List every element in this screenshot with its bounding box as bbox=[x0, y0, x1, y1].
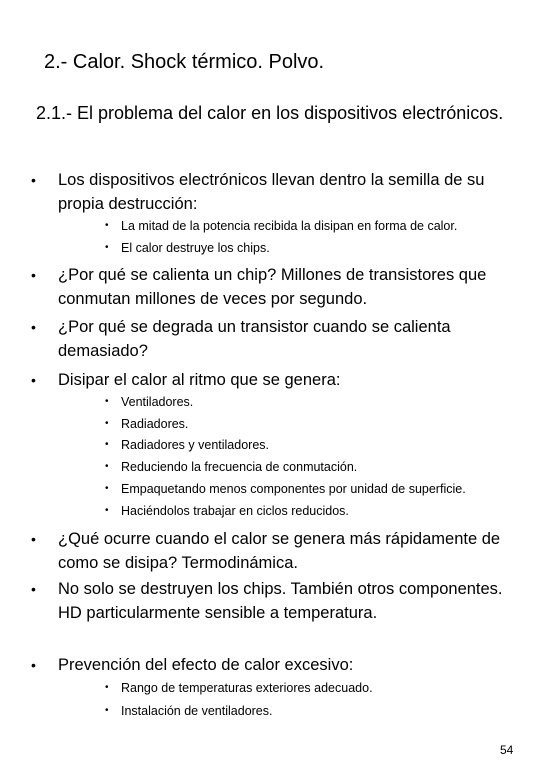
bullet-icon: • bbox=[31, 581, 36, 597]
bullet-text: No solo se destruyen los chips. También otros componentes. HD particularmente sensible a temperatura. bbox=[58, 580, 503, 622]
bullet-text: Radiadores y ventiladores. bbox=[121, 438, 269, 452]
bullet-icon: • bbox=[105, 220, 109, 231]
bullet-text: Radiadores. bbox=[121, 417, 189, 431]
bullet-icon: • bbox=[105, 418, 109, 429]
bullet-icon: • bbox=[105, 705, 109, 716]
bullet-text: Disipar el calor al ritmo que se genera: bbox=[58, 371, 341, 389]
bullet-icon: • bbox=[31, 372, 36, 388]
bullet-text: ¿Qué ocurre cuando el calor se genera más rápidamente de como se disipa? Termodinámica. bbox=[58, 530, 501, 572]
bullet-text: ¿Por qué se degrada un transistor cuando se calienta demasiado? bbox=[58, 318, 451, 360]
bullet-text: Reduciendo la frecuencia de conmutación. bbox=[121, 460, 358, 474]
bullet-text: Los dispositivos electrónicos llevan dentro la semilla de su propia destrucción: bbox=[58, 171, 485, 213]
bullet-icon: • bbox=[31, 531, 36, 547]
bullet-text: Empaquetando menos componentes por unidad de superficie. bbox=[121, 482, 466, 496]
bullet-icon: • bbox=[31, 657, 36, 673]
bullet-text: Rango de temperaturas exteriores adecuado. bbox=[121, 681, 373, 695]
bullet-icon: • bbox=[105, 461, 109, 472]
bullet-text: El calor destruye los chips. bbox=[121, 241, 270, 255]
bullet-icon: • bbox=[31, 267, 36, 283]
bullet-icon: • bbox=[105, 439, 109, 450]
bullet-icon: • bbox=[105, 396, 109, 407]
bullet-text: La mitad de la potencia recibida la disipan en forma de calor. bbox=[121, 219, 458, 233]
bullet-text: Haciéndolos trabajar en ciclos reducidos. bbox=[121, 504, 349, 518]
section-heading: 2.1.- El problema del calor en los dispositivos electrónicos. bbox=[36, 103, 504, 123]
bullet-text: Ventiladores. bbox=[121, 395, 194, 409]
bullet-icon: • bbox=[105, 682, 109, 693]
bullet-icon: • bbox=[105, 505, 109, 516]
bullet-text: ¿Por qué se calienta un chip? Millones de transistores que conmutan millones de veces por segundo. bbox=[58, 266, 487, 308]
bullet-icon: • bbox=[31, 172, 36, 188]
page-number: 54 bbox=[500, 743, 514, 757]
bullet-text: Instalación de ventiladores. bbox=[121, 704, 273, 718]
bullet-icon: • bbox=[105, 483, 109, 494]
bullet-text: Prevención del efecto de calor excesivo: bbox=[58, 656, 354, 674]
bullet-icon: • bbox=[31, 319, 36, 335]
bullet-icon: • bbox=[105, 242, 109, 253]
slide-title: 2.- Calor. Shock térmico. Polvo. bbox=[44, 51, 325, 73]
